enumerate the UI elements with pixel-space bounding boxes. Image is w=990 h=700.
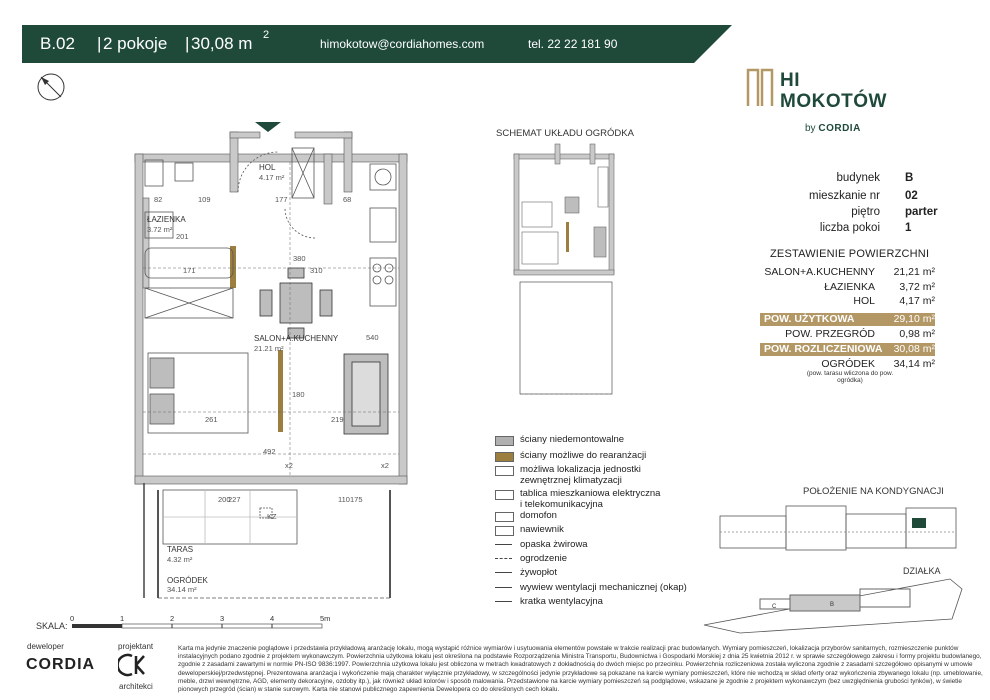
area-label: HOL: [853, 295, 875, 307]
area-row: [760, 313, 935, 326]
area-row: [760, 328, 935, 341]
room-label-hol: HOL: [259, 163, 276, 172]
brand-title-line1: HI: [780, 70, 800, 91]
dim-label: 261: [205, 415, 218, 424]
chair: [288, 268, 304, 278]
legend-text-line: kratka wentylacyjna: [520, 596, 603, 607]
unit-area: 30,08 m: [191, 34, 253, 53]
fridge: [370, 164, 396, 190]
area-value: 3,72 m²: [899, 281, 935, 293]
sink: [370, 208, 396, 242]
door-swing-2: [285, 208, 315, 238]
room-area-hol: 4.17 m²: [259, 173, 285, 182]
legend-swatch: [495, 512, 514, 522]
disclaimer-text: Karta ma jedynie znaczenie poglądowe i przedstawia przykładową aranżację lokalu, mogą wystąpić różnice wymiarów i usytuowania elementów powstałe w trakcie realizacji prac budowlanych. Wymiary pomieszczeń, lokalizacja przyborów sanitarnych, rozmieszczenie punktów instalacyjnych podano zgodnie z projektem wykonawczym. Powierzchnia użytkowa lokalu jest określona na podstawie Rozporządzenia Ministra Transportu, Budownictwa i Gospodarki Morskiej z dnia 25 kwietnia 2012 r. w sprawie szczegółowego zakresu i formy projektu budowlanego, zgodnie z zasadami zawartymi w normie PN-ISO 9836:1997. Powierzchnia użytkowa lokalu jest obliczona w metrach kwadratowych z dokładnością do dwóch miejsc po przecinku. Powierzchnia rozliczeniowa została wyliczona zgodnie z zasadami szczegółowo opisanymi w umowie deweloperskiej/przedwstępnej. Prezentowana aranżacja i wykończenie mają charakter wyłącznie przykładowy, w szczególności jedynie przykładowe są pokazane na karcie wymiary pomieszczeń, które nie wchodzą w skład oferty oraz wykończenia zbywanego lokalu (np. umeblowanie, meble, drzwi wewnętrzne, AGD, elementy dekoracyjne, ozdoby itp.), jak również układ kolorów i sposób malowania. Przedstawione na karcie wymiary pomieszczeń są podglądowe, wskazane je zgodnie z projektem wykonawczym (bez uwzględnienia grubości tynków), w świetle pionowych przegród (ścian) w stanie surowym. Karta nie stanowi publicznego zapewnienia Dewelopera co do określonych cech lokalu.: [178, 645, 983, 694]
washbasin: [145, 160, 163, 186]
developer-label: deweloper: [27, 642, 64, 651]
dim-label: 180: [292, 390, 305, 399]
legend-text-line: ściany niedemontowalne: [520, 434, 625, 445]
room-area-ogrodek: 34.14 m²: [167, 585, 197, 594]
legend-text-line: zewnętrznej klimatyzacji: [520, 475, 622, 486]
room-label-taras: TARAS: [167, 545, 194, 554]
rearrange-wall-2: [278, 350, 283, 432]
legend-text-line: ogrodzenie: [520, 553, 568, 564]
legend-text: [520, 582, 687, 593]
scale-tick: 3: [220, 614, 225, 623]
legend-text: [520, 524, 564, 535]
garden-schema-title: SCHEMAT UKŁADU OGRÓDKA: [496, 128, 634, 139]
dim-label: KZ: [267, 512, 277, 521]
floor-plan: [120, 118, 420, 600]
location-title: POŁOŻENIE NA KONDYGNACJI: [803, 486, 944, 497]
dim-label: 310: [310, 266, 323, 275]
scale-bar: [72, 622, 328, 632]
contact-phone[interactable]: tel. 22 22 181 90: [528, 37, 618, 51]
legend-text: [520, 450, 646, 461]
wall-kitchen: [324, 154, 332, 204]
designer-logo-icon: [118, 652, 146, 678]
area-row: [760, 295, 935, 308]
wall-left: [135, 154, 143, 484]
dim-label: 109: [198, 195, 211, 204]
dim-label: 200: [218, 495, 231, 504]
dim-label: 68: [343, 195, 352, 204]
area-row: [760, 266, 935, 279]
info-value: parter: [905, 206, 938, 218]
scale-tick: 2: [170, 614, 175, 623]
svg-text:C: C: [772, 604, 777, 610]
legend-text-line: i telekomunikacyjna: [520, 499, 603, 510]
area-label: POW. PRZEGRÓD: [785, 328, 875, 340]
scale-label: SKALA:: [36, 621, 68, 631]
area-label: POW. ROZLICZENIOWA: [764, 343, 883, 355]
chair: [260, 290, 272, 316]
area-value: 34,14 m²: [893, 358, 935, 370]
compass-icon: [36, 72, 66, 102]
wall-bottom: [135, 476, 407, 484]
legend-swatch: [495, 466, 514, 476]
legend-text-line: żywopłot: [520, 567, 557, 578]
legend-text-line: opaska żwirowa: [520, 539, 588, 550]
dim-label: 175: [350, 495, 363, 504]
area-label: POW. UŻYTKOWA: [764, 313, 855, 325]
info-value: 1: [905, 222, 912, 234]
brand-title: [780, 70, 887, 112]
info-value: B: [905, 172, 914, 184]
legend-text: [520, 510, 557, 521]
brand-title-line2: MOKOTÓW: [780, 91, 887, 112]
scale-tick: 0: [70, 614, 75, 623]
info-label: mieszkanie nr: [809, 190, 880, 202]
room-area-salon: 21.21 m²: [254, 344, 284, 353]
svg-text:B: B: [830, 602, 835, 608]
separator: |: [97, 34, 102, 53]
area-value: 29,10 m²: [893, 313, 935, 325]
area-row: [760, 281, 935, 294]
brand-by-text: by: [805, 123, 816, 134]
legend-swatch: [495, 558, 512, 563]
header-band: [22, 25, 732, 63]
unit-number: B.02: [40, 34, 75, 53]
legend-swatch: [495, 490, 514, 500]
legend-text: [520, 434, 624, 445]
area-value: 4,17 m²: [899, 295, 935, 307]
unit-area-sup: 2: [263, 29, 270, 41]
legend-text-line: nawiewnik: [520, 524, 564, 535]
scale-tick: 5m: [320, 614, 331, 623]
dim-label: 171: [183, 266, 196, 275]
legend-text: [520, 567, 557, 578]
legend-text: [520, 553, 567, 564]
info-label: piętro: [851, 206, 880, 218]
scale-tick: 4: [270, 614, 275, 623]
area-label: ŁAZIENKA: [824, 281, 875, 293]
legend-swatch: [495, 436, 514, 446]
wall-hol-left: [230, 132, 238, 192]
washing-machine: [175, 163, 193, 181]
wall-hol-right: [344, 132, 352, 192]
legend-text: [520, 539, 588, 550]
legend-text: [520, 596, 603, 607]
dim-label: 540: [366, 333, 379, 342]
info-label: budynek: [836, 172, 880, 184]
dim-label: 219: [331, 415, 344, 424]
dim-label: x2: [381, 461, 389, 470]
plot-title: DZIAŁKA: [903, 566, 941, 576]
dim-label: 380: [293, 254, 306, 263]
info-value: 02: [905, 190, 918, 202]
designer-brand: architekci: [119, 682, 153, 691]
area-label: OGRÓDEK: [821, 358, 875, 370]
dim-label: x2: [285, 461, 293, 470]
garden-schema: [510, 142, 618, 400]
legend-swatch: [495, 526, 514, 536]
location-plan: [716, 500, 971, 562]
room-area-taras: 4.32 m²: [167, 555, 193, 564]
areas-title: ZESTAWIENIE POWIERZCHNI: [770, 248, 930, 260]
entrance-marker: [255, 122, 281, 132]
rooms-count: 2 pokoje: [103, 34, 168, 53]
wall-bath: [143, 198, 149, 288]
separator: |: [185, 34, 190, 53]
legend-text-line: wywiew wentylacji mechanicznej (okap): [520, 582, 687, 593]
room-area-lazienka: 3.72 m²: [147, 225, 173, 234]
contact-email[interactable]: himokotow@cordiahomes.com: [320, 37, 485, 51]
wall-hol-top-b: [295, 132, 352, 138]
area-label: SALON+A.KUCHENNY: [764, 266, 875, 278]
dim-label: 227: [228, 495, 241, 504]
brand-by: [805, 123, 861, 134]
legend-swatch: [495, 601, 512, 606]
legend-text: [520, 464, 641, 486]
area-value: 21,21 m²: [893, 266, 935, 278]
wall-hol-top-a: [230, 132, 260, 138]
legend-swatch: [495, 572, 512, 577]
room-label-ogrodek: OGRÓDEK: [167, 576, 208, 585]
legend-text-line: ściany możliwe do rearanżacji: [520, 450, 647, 461]
area-row: [760, 343, 935, 356]
info-label: liczba pokoi: [819, 222, 880, 234]
designer-label: projektant: [118, 642, 154, 651]
scale-tick: 1: [120, 614, 125, 623]
wall-top: [135, 154, 407, 162]
dim-label: 110: [338, 495, 350, 504]
legend-text: [520, 488, 660, 510]
legend-text-line: tablica mieszkaniowa elektryczna: [520, 488, 661, 499]
area-value: 30,08 m²: [893, 343, 935, 355]
room-label-salon: SALON+A.KUCHENNY: [254, 334, 339, 343]
legend-swatch: [495, 544, 512, 549]
wall-right: [399, 154, 407, 484]
legend-text-line: domofon: [520, 510, 557, 521]
brand-by-name: CORDIA: [818, 123, 861, 134]
legend-swatch: [495, 452, 514, 462]
chair: [320, 290, 332, 316]
dim-label: 201: [176, 232, 189, 241]
garden-note: (pow. tarasu wliczona do pow. ogródka): [806, 370, 894, 384]
plot-plan: [700, 575, 970, 637]
dim-label: 177: [275, 195, 288, 204]
dim-label: 492: [263, 447, 276, 456]
dim-label: 82: [154, 195, 163, 204]
legend-swatch: [495, 587, 512, 592]
area-value: 0,98 m²: [899, 328, 935, 340]
dining-table: [280, 283, 312, 323]
unit-location-marker: [912, 518, 926, 528]
developer-logo: CORDIA: [26, 656, 96, 673]
legend-text-line: możliwa lokalizacja jednostki: [520, 464, 641, 475]
room-label-lazienka: ŁAZIENKA: [147, 215, 186, 224]
hi-mokotow-logo-icon: [745, 66, 775, 108]
